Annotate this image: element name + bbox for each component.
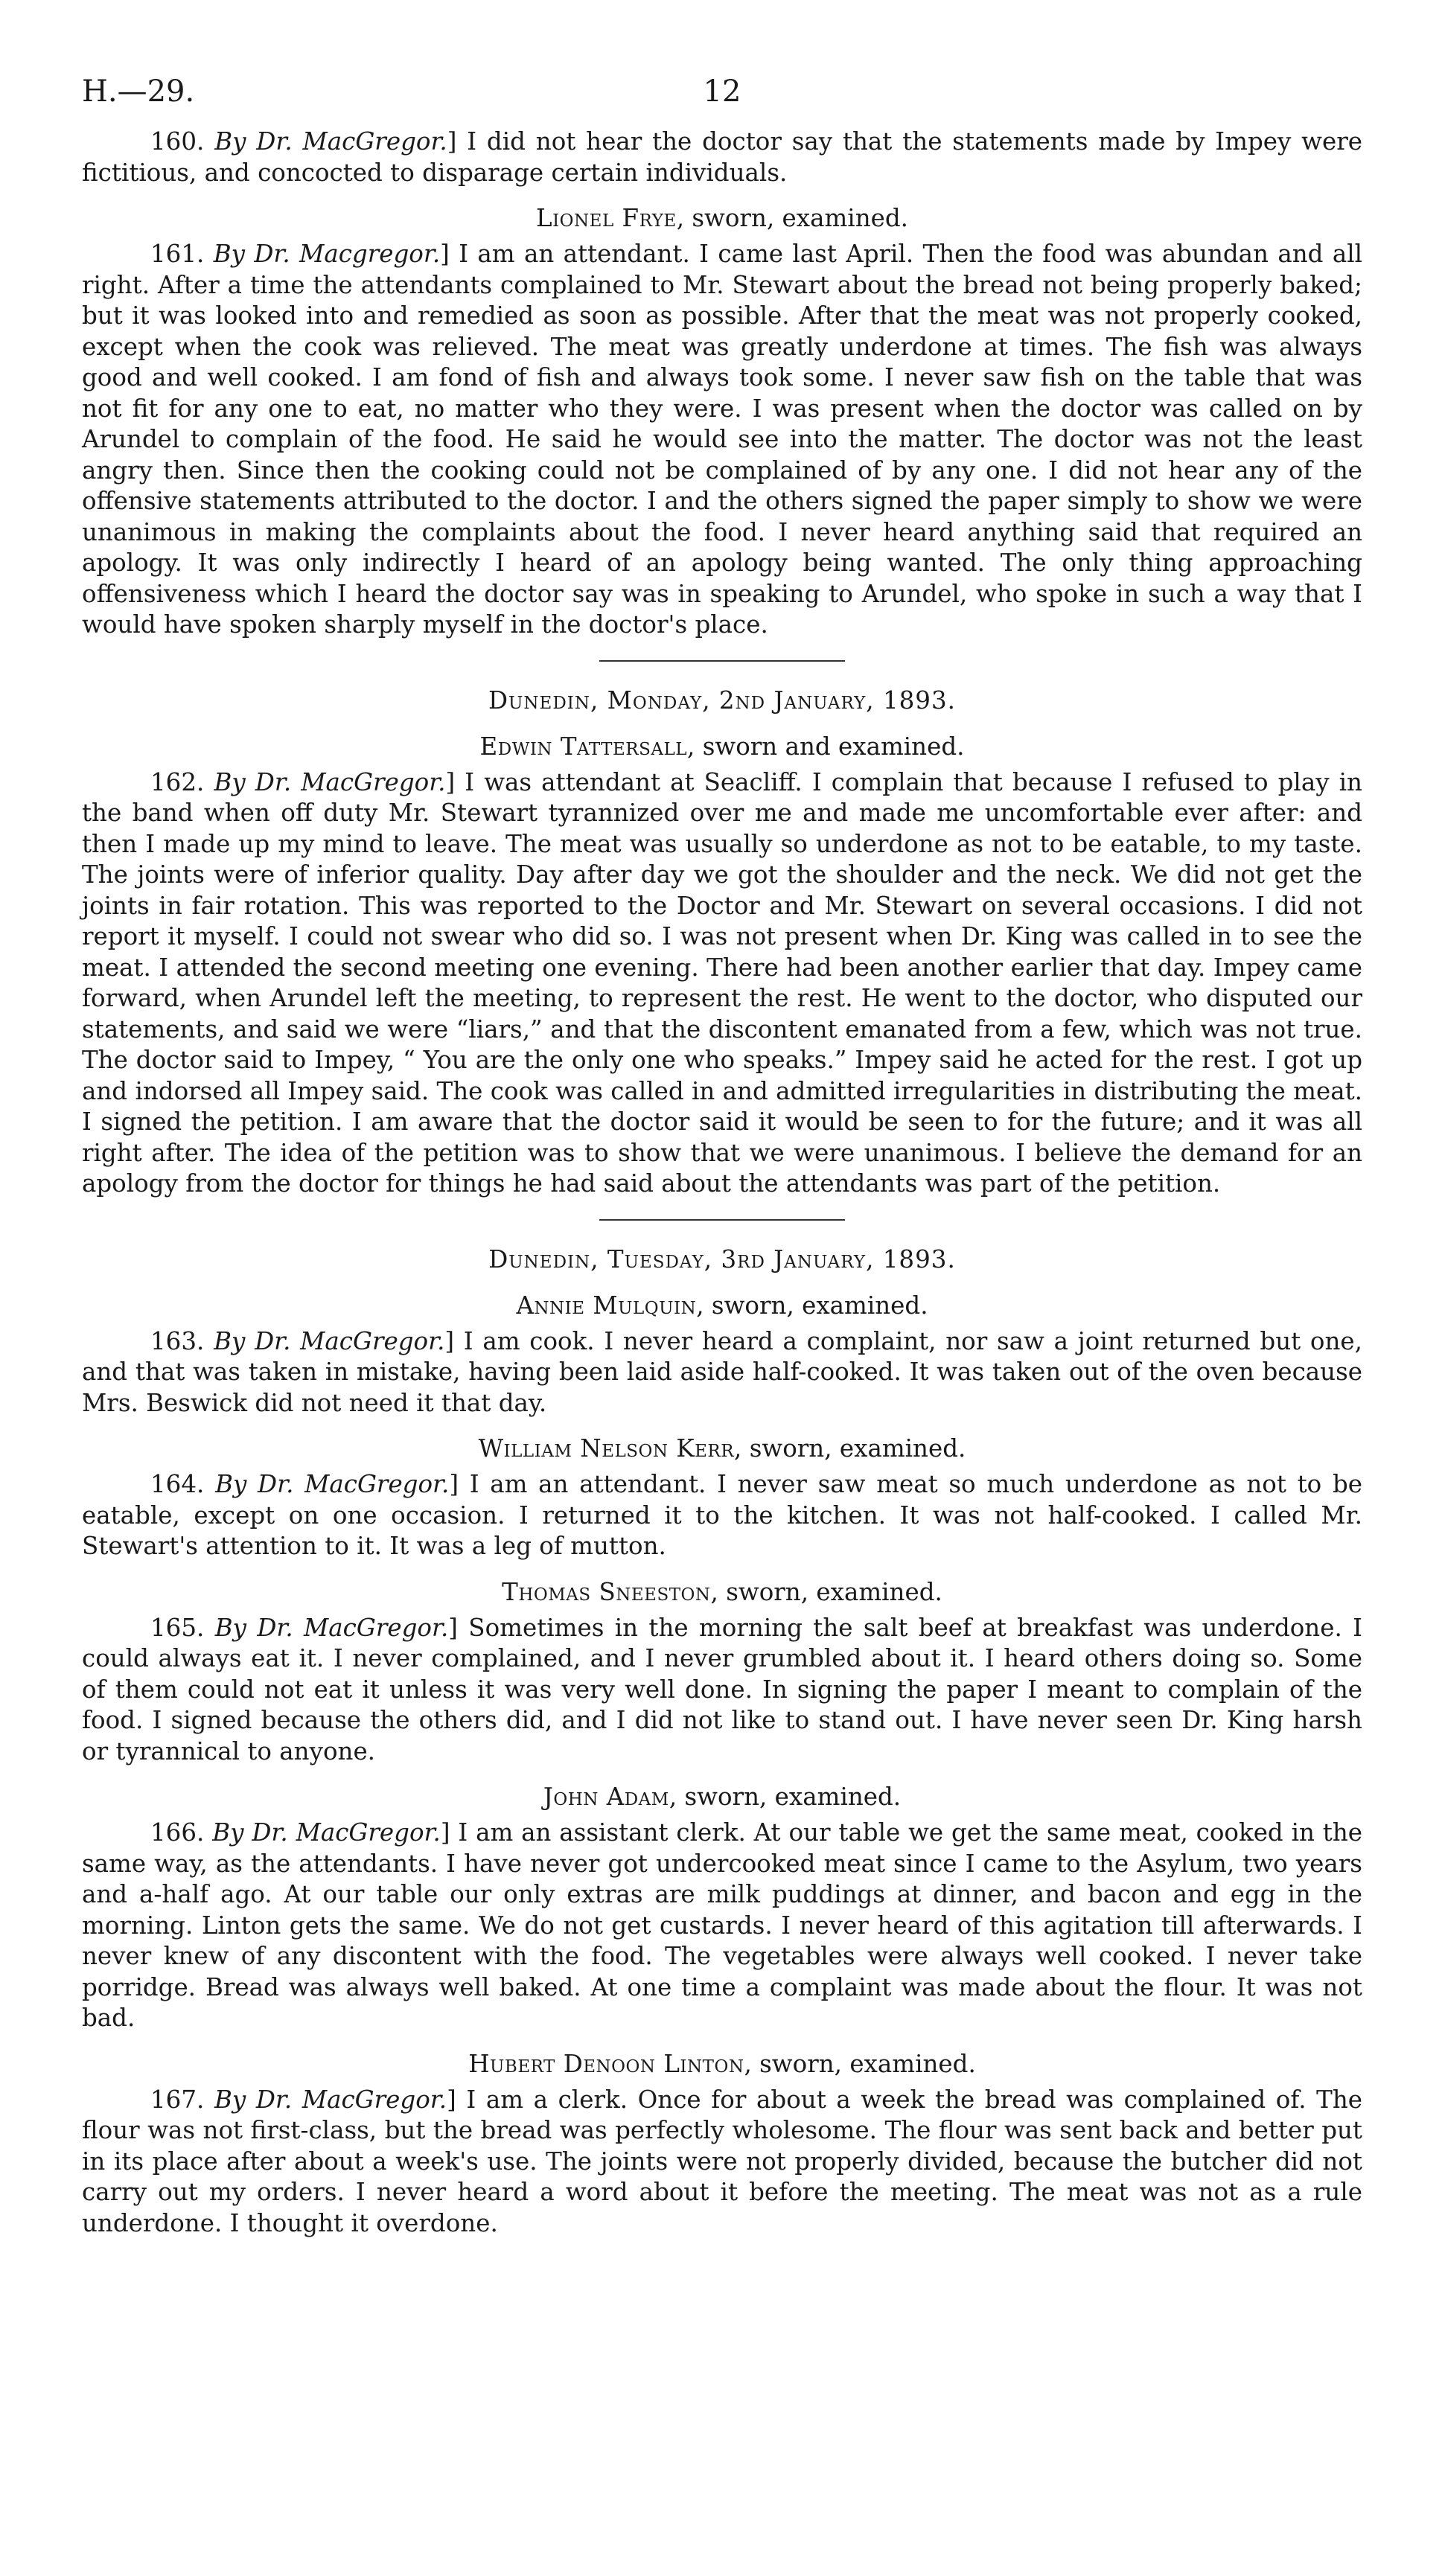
- question-number: 167.: [150, 2085, 205, 2114]
- question-163: [82, 1326, 1362, 1419]
- section-divider: [599, 660, 845, 662]
- session-dateline: Dunedin, Tuesday, 3rd January, 1893.: [488, 1244, 956, 1273]
- witness-status: , sworn, examined.: [744, 2049, 976, 2078]
- examiner: By Dr. MacGregor.: [214, 1326, 445, 1355]
- question-161: [82, 239, 1362, 641]
- witness-status: , sworn, examined.: [669, 1783, 902, 1811]
- question-160: [82, 127, 1362, 188]
- question-number: 163.: [150, 1326, 205, 1355]
- question-167: [82, 2085, 1362, 2240]
- testimony-text: ] I am an assistant clerk. At our table we get the same meat, cooked in the same way, as the attendants. I have never got undercooked meat since I came to the Asylum, two years and a-half ago. At our table our only extras are milk puddings at dinner, and bacon and egg in the morning. Linton gets the same. We do not get custards. I never heard of this agitation till afterwards. I never knew of any discontent with the food. The vegetables were always well cooked. I never take porridge. Bread was always well baked. At one time a complaint was made about the flour. It was not bad.: [82, 1818, 1363, 2032]
- examiner: By Dr. MacGregor.: [214, 2085, 447, 2114]
- witness-status: , sworn, examined.: [734, 1434, 966, 1463]
- page-header: [82, 74, 1362, 127]
- examiner: By Dr. MacGregor.: [214, 1613, 449, 1642]
- question-number: 161.: [150, 240, 205, 268]
- examiner: By Dr. MacGregor.: [212, 1818, 441, 1847]
- witness-status: , sworn and examined.: [687, 732, 965, 761]
- examiner: By Dr. Macgregor.: [213, 240, 441, 268]
- question-number: 165.: [150, 1613, 205, 1642]
- examiner: By Dr. MacGregor.: [215, 1470, 450, 1498]
- testimony-text: ] I am an attendant. I never saw meat so much underdone as not to be eatable, except on one occasion. I returned it to the kitchen. It was not half-cooked. I called Mr. Stewart's attention to it. It was a leg of mutton.: [82, 1470, 1362, 1560]
- document-reference: H.—29.: [82, 74, 195, 109]
- witness-name: Hubert Denoon Linton: [468, 2049, 744, 2078]
- question-166: [82, 1818, 1362, 2034]
- document-page: [82, 74, 1362, 2239]
- witness-heading: [82, 202, 1362, 234]
- witness-status: , sworn, examined.: [676, 204, 908, 232]
- question-165: [82, 1613, 1362, 1768]
- testimony-text: ] I was attendant at Seacliff. I complain that because I refused to play in the band when off duty Mr. Stewart tyrannized over me and made me uncomfortable ever after: and then I made up my mind to leave. The meat was usually so underdone as not to be eatable, to my taste. The joints were of inferior quality. Day after day we got the shoulder and the neck. We did not get the joints in fair rotation. This was reported to the Doctor and Mr. Stewart on several occasions. I did not report it myself. I could not swear who did so. I was not present when Dr. King was called in to see the meat. I attended the second meeting one evening. There had been another earlier that day. Impey came forward, when Arundel left the meeting, to represent the rest. He went to the doctor, who disputed our statements, and said we were “liars,” and that the discontent emanated from a few, which was not true. The doctor said to Impey, “ You are the only one who speaks.” Impey said he acted for the rest. I got up and indorsed all Impey said. The cook was called in and admitted irregularities in distributing the meat. I signed the petition. I am aware that the doctor said it would be seen to for the future; and it was all right after. The idea of the petition was to show that we were unanimous. I believe the demand for an apology from the doctor for things he had said about the attendants was part of the petition.: [82, 767, 1362, 1198]
- witness-heading: [82, 1576, 1362, 1608]
- question-164: [82, 1469, 1362, 1562]
- witness-name: Edwin Tattersall: [479, 732, 688, 761]
- witness-heading: [82, 2048, 1362, 2080]
- question-number: 166.: [150, 1818, 205, 1847]
- question-number: 162.: [150, 767, 205, 796]
- witness-status: , sworn, examined.: [710, 1577, 942, 1606]
- witness-name: Annie Mulquin: [516, 1291, 697, 1320]
- witness-name: William Nelson Kerr: [478, 1434, 735, 1463]
- examiner: By Dr. MacGregor.: [214, 127, 447, 156]
- page-number: 12: [703, 74, 741, 109]
- testimony-text: ] I did not hear the doctor say that the statements made by Impey were fictitious, and concocted to disparage certain individuals.: [82, 127, 1362, 187]
- testimony-text: ] I am cook. I never heard a complaint, nor saw a joint returned but one, and that was taken in mistake, having been laid aside half-cooked. It was taken out of the oven because Mrs. Beswick did not need it that day.: [82, 1326, 1362, 1417]
- question-162: [82, 767, 1362, 1200]
- testimony-text: ] Sometimes in the morning the salt beef at breakfast was underdone. I could always eat it. I never complained, and I never grumbled about it. I heard others doing so. Some of them could not eat it unless it was very well done. In signing the paper I meant to complain of the food. I signed because the others did, and I did not like to stand out. I have never seen Dr. King harsh or tyrannical to anyone.: [82, 1613, 1362, 1765]
- witness-name: John Adam: [543, 1783, 669, 1811]
- witness-status: , sworn, examined.: [696, 1291, 928, 1320]
- witness-heading: [82, 1780, 1362, 1813]
- session-dateline: Dunedin, Monday, 2nd January, 1893.: [488, 685, 956, 715]
- witness-name: Lionel Frye: [536, 204, 677, 232]
- question-number: 160.: [150, 127, 205, 156]
- witness-heading: [82, 1289, 1362, 1322]
- testimony-text: ] I am an attendant. I came last April. Then the food was abundan and all right. After a time the attendants complained to Mr. Stewart about the bread not being properly baked; but it was looked into and remedied as soon as possible. After that the meat was not properly cooked, except when the cook was relieved. The meat was greatly underdone at times. The fish was always good and well cooked. I am fond of fish and always took some. I never saw fish on the table that was not fit for any one to eat, no matter who they were. I was present when the doctor was called on by Arundel to complain of the food. He said he would see into the matter. The doctor was not the least angry then. Since then the cooking could not be complained of by any one. I did not hear any of the offensive statements attributed to the doctor. I and the others signed the paper simply to show we were unanimous in making the complaints about the food. I never heard anything said that required an apology. It was only indirectly I heard of an apology being wanted. The only thing approaching offensiveness which I heard the doctor say was in speaking to Arundel, who spoke in such a way that I would have spoken sharply myself in the doctor's place.: [82, 240, 1362, 639]
- section-divider: [599, 1219, 845, 1221]
- witness-name: Thomas Sneeston: [502, 1577, 711, 1606]
- examiner: By Dr. MacGregor.: [214, 767, 446, 796]
- witness-heading: [82, 1432, 1362, 1465]
- question-number: 164.: [150, 1470, 205, 1498]
- testimony-text: ] I am a clerk. Once for about a week the bread was complained of. The flour was not first-class, but the bread was perfectly wholesome. The flour was sent back and better put in its place after about a week's use. The joints were not properly divided, because the butcher did not carry out my orders. I never heard a word about it before the meeting. The meat was not as a rule underdone. I thought it overdone.: [82, 2085, 1363, 2237]
- witness-heading: [82, 730, 1362, 763]
